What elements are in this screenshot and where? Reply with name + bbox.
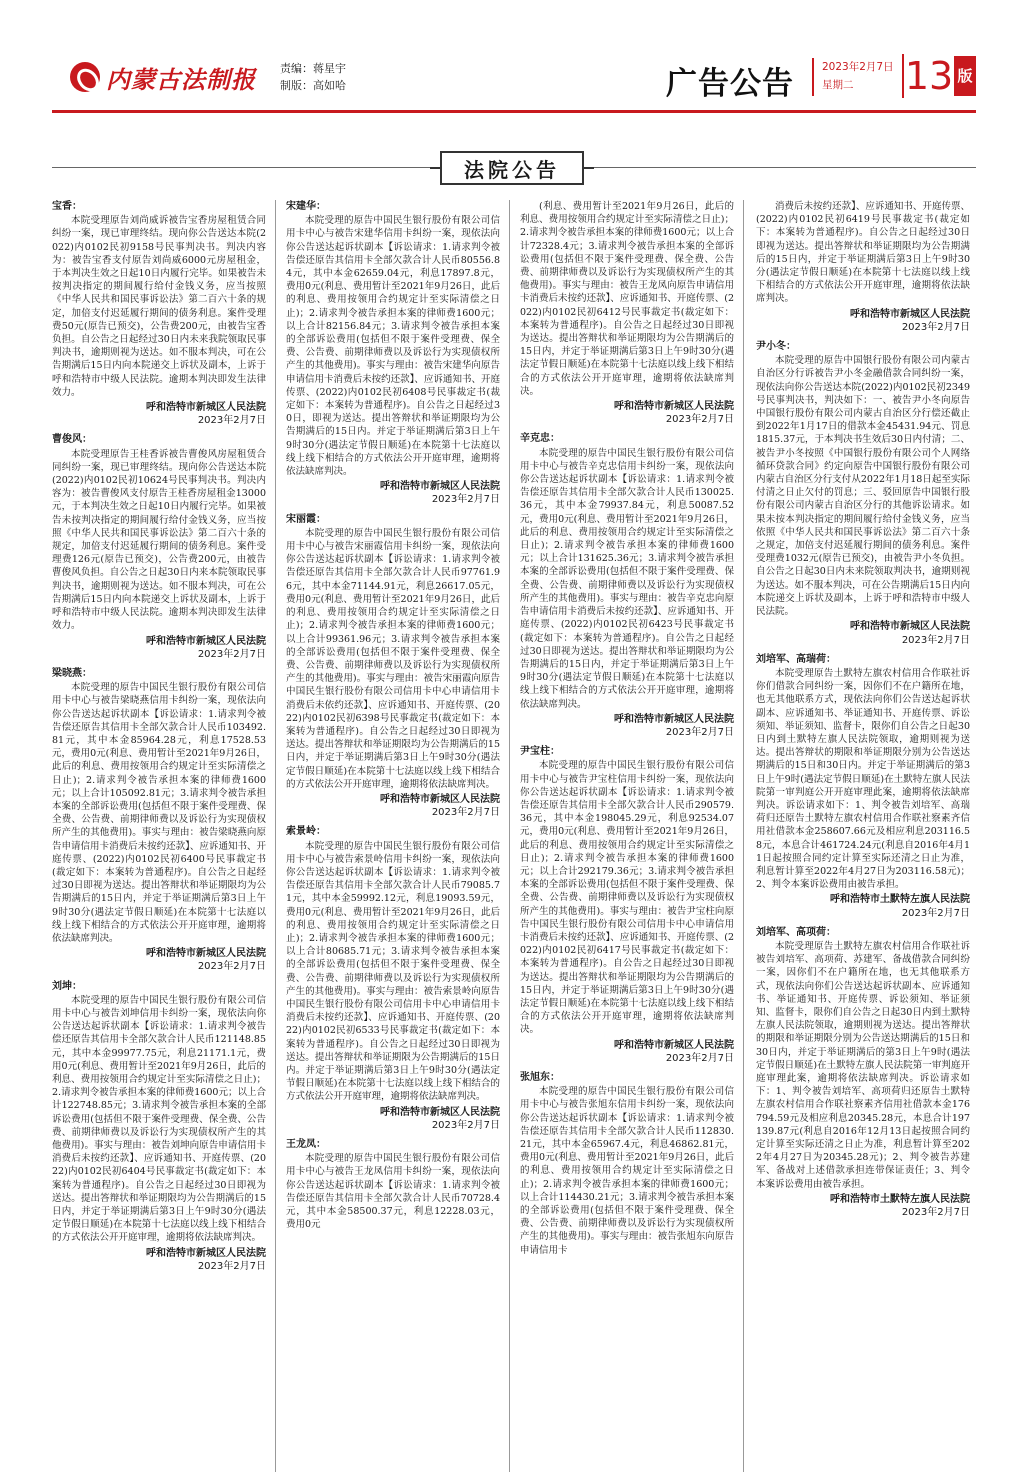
court-notice bbox=[756, 200, 970, 334]
notice-body: 本院受理的原告中国民生银行股份有限公司信用卡中心与被告索景岭信用卡纠纷一案，现依法向你公告送达起诉状副本【诉讼请求：1.请求判令被告偿还原告其信用卡全部欠款合计人民币79085.71元，其中本金59992.12元，利息19093.59元，费用0元(利息、费用暂计至2021年9月26日，此后的利息、费用按领用合约规定计至实际清偿之日止)；2.请求判令被告承担本案的律师费1600元；以上合计80685.71元；3.请求判令被告承担本案的全部诉讼费用(包括但不限于案件受理费、保全费、公告费、前期律师费以及诉讼行为实现债权所产生的其他费用)。事实与理由：被告索景岭向原告中国民生银行股份有限公司信用卡中心申请信用卡消费后未按约还款】、应诉通知书、开庭传票、(2022)内0102民初6533号民事裁定书(裁定如下：本案转为普通程序)。自公告之日起经过30日即视为送达。提出答辩状和举证期限为公告期满后的15日内。并定于举证期满后第3日上午9时30分(遇法定节假日顺延)在本院第十七法庭以线上线下相结合的方式依法公开开庭审理，逾期将依法缺席判决。 bbox=[286, 840, 500, 1103]
notice-court: 呼和浩特市新城区人民法院 bbox=[146, 635, 266, 647]
producer-credit: 制版：高如哈 bbox=[280, 79, 346, 92]
notice-court: 呼和浩特市新城区人民法院 bbox=[850, 308, 970, 320]
notice-column-1 bbox=[52, 200, 266, 1478]
masthead-rule bbox=[52, 110, 976, 113]
banner-line-right bbox=[592, 167, 976, 168]
notice-court: 呼和浩特市新城区人民法院 bbox=[146, 948, 266, 960]
notice-addressee: 宋丽霞： bbox=[286, 513, 326, 525]
notice-addressee: 曹俊风： bbox=[52, 434, 92, 446]
issue-date-box bbox=[812, 58, 900, 96]
court-notice bbox=[520, 1071, 734, 1257]
notice-date: 2023年2月7日 bbox=[431, 807, 500, 819]
notice-addressee: 尹宝柱： bbox=[520, 746, 560, 758]
column-divider bbox=[743, 200, 744, 1472]
notice-body: 本院受理的原告中国民生银行股份有限公司信用卡中心与被告宋丽霞信用卡纠纷一案，现依法向你公告送达起诉状副本【诉讼请求：1.请求判令被告偿还原告其信用卡全部欠款合计人民币97761.96元，其中本金71144.91元，利息26617.05元，费用0元(利息、费用暂计至2021年9月26日，此后的利息、费用按领用合约规定计至实际清偿之日止)；2.请求判令被告承担本案的律师费1600元；以上合计99361.96元；3.请求判令被告承担本案的全部诉讼费用(包括但不限于案件受理费、保全费、公告费、前期律师费以及诉讼行为实现债权所产生的其他费用)。事实与理由：被告宋丽霞向原告中国民生银行股份有限公司信用卡中心申请信用卡消费后未依约还款】、应诉通知书、开庭传票、(2022)内0102民初6398号民事裁定书(裁定如下：本案转为普通程序)。自公告之日起经过30日即视为送达。提出答辩状和举证期限均为公告期满后的15日内，并定于举证期满后第3日上午9时30分(遇法定节假日顺延)在本院第十七法庭以线上线下相结合的方式依法公开开庭审理，逾期将依法缺席判决。 bbox=[286, 527, 500, 790]
notice-body: 本院受理的原告中国民生银行股份有限公司信用卡中心与被告梁晓燕信用卡纠纷一案，现依法向你公告送达起诉状副本【诉讼请求：1.请求判令被告偿还原告其信用卡全部欠款合计人民币103492.81元，其中本金85964.28元，利息17528.53元，费用0元(利息、费用暂计至2021年9月26日，此后的利息、费用按领用合约规定计至实际清偿之日止)；2.请求判令被告承担本案的律师费1600元；以上合计105092.81元；3.请求判令被告承担本案的全部诉讼费用(包括但不限于案件受理费、保全费、公告费、前期律师费以及诉讼行为实现债权所产生的其他费用)。事实与理由：被告梁晓燕向原告申请信用卡消费后未按约还款】、应诉通知书、开庭传票、(2022)内0102民初6400号民事裁定书(裁定如下：本案转为普通程序)。自公告之日起经过30日即视为送达。提出答辩状和举证期限均为公告期满后的15日内，并定于举证期满后第3日上午9时30分(遇法定节假日顺延)在本院第十七法庭以线上线下相结合的方式依法公开开庭审理，逾期将依法缺席判决。 bbox=[52, 682, 266, 944]
notice-addressee: 宝香： bbox=[52, 201, 82, 212]
notice-addressee: 辛克忠： bbox=[520, 433, 560, 445]
court-notice bbox=[520, 745, 734, 1065]
notice-addressee: 索景岭： bbox=[286, 826, 326, 838]
notice-date: 2023年2月7日 bbox=[197, 648, 266, 660]
notice-body: 本院受理原告土默特左旗农村信用合作联社诉被告刘培军、高项荷、苏建军、备战借款合同纠纷一案，因你们不在户籍所在地，也无其他联系方式，现依法向你们公告送达起诉状副本、应诉通知书、举证通知书、开庭传票、诉讼须知、举证须知、监督卡，限你们自公告之日起30日内到土默特左旗人民法院领取，逾期则视为送达。提出答辩状的期限和举证期限分别为公告送达期满后的15日和30日内，并定于举证期满后的第3日上午9时(遇法定节假日顺延)在土默特左旗人民法院第一审判庭开庭审理此案，逾期将依法缺席判决。诉讼请求如下：1、判令被告刘培军、高项荷归还原告土默特左旗农村信用合作联社察素齐信用社借款本金176794.59元及相应利息20345.28元，本息合计197139.87元(利息自2016年12月13日起按照合同约定计算至实际还清之日止为准，利息暂计算至2022年4月27日为20345.28元)；2、判令被告苏建军、备战对上述借款承担连带保证责任；3、判令本案诉讼费用由被告承担。 bbox=[756, 940, 970, 1190]
notice-date: 2023年2月7日 bbox=[901, 634, 970, 646]
banner-title: 法院公告 bbox=[464, 157, 560, 182]
notice-body: 消费后未按约还款】、应诉通知书、开庭传票、(2022)内0102民初6419号民事裁定书(裁定如下：本案转为普通程序)。自公告之日起经过30日即视为送达。提出答辩状和举证期限均为公告期满后的15日内，并定于举证期满后第3日上午9时30分(遇法定节假日顺延)在本院第十七法庭以线上线下相结合的方式依法公开开庭审理，逾期将依法缺席判决。 bbox=[756, 201, 970, 305]
notice-date: 2023年2月7日 bbox=[665, 1052, 734, 1064]
editor-credit: 责编：蒋星宇 bbox=[280, 62, 346, 75]
notice-court: 呼和浩特市新城区人民法院 bbox=[380, 481, 500, 493]
court-notice bbox=[520, 200, 734, 426]
notice-court: 呼和浩特市新城区人民法院 bbox=[614, 713, 734, 725]
notice-body: 本院受理的原告中国民生银行股份有限公司信用卡中心与被告张旭东信用卡纠纷一案，现依法向你公告送达起诉状副本【诉讼请求：1.请求判令被告偿还原告其信用卡全部欠款合计人民币112830.21元，其中本金65967.4元，利息46862.81元，费用0元(利息、费用暂计至2021年9月26日，此后的利息、费用按领用合约规定计至实际清偿之日止)；2.请求判令被告承担本案的律师费1600元；以上合计114430.21元；3.请求判令被告承担本案的全部诉讼费用(包括但不限于案件受理费、保全费、公告费、前期律师费以及诉讼行为实现债权所产生的其他费用)。事实与理由：被告张旭东向原告申请信用卡 bbox=[520, 1086, 734, 1256]
notice-date: 2023年2月7日 bbox=[431, 1119, 500, 1131]
column-divider bbox=[275, 200, 276, 1472]
notice-date: 2023年2月7日 bbox=[197, 1260, 266, 1272]
notice-column-4 bbox=[756, 200, 970, 1478]
notice-body: 本院受理的原告中国民生银行股份有限公司信用卡中心与被告王龙凤信用卡纠纷一案，现依法向你公告送达起诉状副本【诉讼请求：1.请求判令被告偿还原告其信用卡全部欠款合计人民币70728.4元，其中本金58500.37元，利息12228.03元，费用0元 bbox=[286, 1153, 500, 1231]
notice-addressee: 刘坤： bbox=[52, 980, 82, 992]
notice-body: 本院受理的原告中国民生银行股份有限公司信用卡中心与被告宋建华信用卡纠纷一案，现依法向你公告送达起诉状副本【诉讼请求：1.请求判令被告偿还原告其信用卡全部欠款合计人民币80556.84元，其中本金62659.04元，利息17897.8元，费用0元(利息、费用暂计至2021年9月26日，此后的利息、费用按领用合约规定计至实际清偿之日止)；2.请求判令被告承担本案的律师费1600元；以上合计82156.84元；3.请求判令被告承担本案的全部诉讼费用(包括但不限于案件受理费、保全费、公告费、前期律师费以及诉讼行为实现债权所产生的其他费用)。事实与理由：被告宋建华向原告申请信用卡消费后未按约还款】、应诉通知书、开庭传票、(2022)内0102民初6408号民事裁定书(裁定如下：本案转为普通程序)。自公告之日起经过30日，即视为送达。提出答辩状和举证期限均为公告期满后的15日内。并定于举证期满后第3日上午9时30分(遇法定节假日顺延)在本院第十七法庭以线上线下相结合的方式依法公开开庭审理，逾期将依法缺席判决。 bbox=[286, 215, 500, 478]
notice-body: 本院受理原告王桂香诉被告曹俊风房屋租赁合同纠纷一案，现已审理终结。现向你公告送达本院(2022)内0102民初10624号民事判决书。判决内容为：被告曹俊风支付原告王桂香房屋租金13000元，于本判决生效之日起10日内履行完毕。如果被告未按判决指定的期间履行给付金钱义务，应当按照《中华人民共和国民事诉讼法》第二百六十条的规定，加倍支付迟延履行期间的债务利息。案件受理费126元(原告已预交)，公告费200元，由被告曹俊风负担。自公告之日起30日内来本院领取民事判决书，逾期则视为送达。如不服本判决，可在公告期满后15日内向本院递交上诉状及副本，上诉于呼和浩特市中级人民法院。逾期本判决即发生法律效力。 bbox=[52, 448, 266, 632]
notice-court: 呼和浩特市土默特左旗人民法院 bbox=[830, 894, 970, 906]
court-notice bbox=[756, 340, 970, 647]
notice-court: 呼和浩特市土默特左旗人民法院 bbox=[830, 1193, 970, 1205]
court-notice bbox=[286, 1138, 500, 1231]
court-notice bbox=[52, 200, 266, 427]
section-banner bbox=[440, 151, 584, 185]
notice-date: 2023年2月7日 bbox=[665, 414, 734, 426]
notice-court: 呼和浩特市新城区人民法院 bbox=[380, 793, 500, 805]
page-number: 13 bbox=[902, 54, 954, 98]
notice-date: 2023年2月7日 bbox=[197, 415, 266, 427]
notice-addressee: 刘培军、高瑞荷： bbox=[756, 653, 836, 665]
notice-body: 本院受理原告土默特左旗农村信用合作联社诉你们借款合同纠纷一案，因你们不在户籍所在地，也无其他联系方式，现依法向你们公告送达起诉状副本、应诉通知书、举证通知书、开庭传票、诉讼须知、举证须知、监督卡，限你们自公告之日起30日内到土默特左旗人民法院领取，逾期则视为送达。提出答辩状的期限和举证期限分别为公告送达期满后的15日和30日内。并定于举证期满后的第3日上午9时(遇法定节假日顺延)在土默特左旗人民法院第一审判庭公开开庭审理此案，逾期将依法缺席判决。诉讼请求如下：1、判令被告刘培军、高瑞荷归还原告土默特左旗农村信用合作联社察素齐信用社借款本金258607.66元及相应利息203116.58元，本息合计461724.24元(利息自2016年4月11日起按照合同约定计算至实际还清之日止为准，利息暂计算至2022年4月27日为203116.58元)；2、判令本案诉讼费用由被告承担。 bbox=[756, 667, 970, 891]
notice-court: 呼和浩特市新城区人民法院 bbox=[380, 1106, 500, 1118]
issue-date: 2023年2月7日 bbox=[822, 61, 894, 73]
court-notice bbox=[286, 200, 500, 507]
notice-body: 本院受理的原告中国民生银行股份有限公司信用卡中心与被告辛克忠信用卡纠纷一案，现依法向你公告送达起诉状副本【诉讼请求：1.请求判令被告偿还原告其信用卡全部欠款合计人民币130025.36元，其中本金79937.84元，利息50087.52元，费用0元(利息、费用暂计至2021年9月26日，此后的利息、费用按领用合约规定计至实际清偿之日止)；2.请求判令被告承担本案的律师费1600元；以上合计131625.36元；3.请求判令被告承担本案的全部诉讼费用(包括但不限于案件受理费、保全费、公告费、前期律师费以及诉讼行为实现债权所产生的其他费用)。事实与理由：被告辛克忠向原告申请信用卡消费后未按约还款】、应诉通知书、开庭传票、(2022)内0102民初6423号民事裁定书(裁定如下：本案转为普通程序)。自公告之日起经过30日即视为送达。提出答辩状和举证期限均为公告期满后的15日内，并定于举证期满后第3日上午9时30分(遇法定节假日顺延)在本院第十七法庭以线上线下相结合的方式依法公开开庭审理，逾期将依法缺席判决。 bbox=[520, 447, 734, 710]
notice-date: 2023年2月7日 bbox=[901, 907, 970, 919]
notice-date: 2023年2月7日 bbox=[665, 726, 734, 738]
logo-emblem-icon bbox=[70, 62, 100, 92]
page-suffix: 版 bbox=[954, 56, 976, 96]
notice-addressee: 王龙凤： bbox=[286, 1139, 326, 1151]
court-notice bbox=[756, 926, 970, 1219]
logo-text: 内蒙古法制报 bbox=[106, 64, 256, 94]
notice-court: 呼和浩特市新城区人民法院 bbox=[850, 621, 970, 633]
notice-body: 本院受理的原告中国银行股份有限公司内蒙古自治区分行诉被告尹小冬金融借款合同纠纷一案，现依法向你公告送达本院(2022)内0102民初2349号民事判决书，判决如下：一、被告尹小冬向原告中国银行股份有限公司内蒙古自治区分行偿还截止到2022年1月17日的借款本金45431.94元、罚息1815.37元，于本判决书生效后30日内付清；二、被告尹小冬按照《中国银行股份有限公司个人网络循环贷款合同》约定向原告中国银行股份有限公司内蒙古自治区分行支付从2022年1月18日起至实际付清之日止欠付的罚息；三、驳回原告中国银行股份有限公司内蒙古自治区分行的其他诉讼请求。如果未按本判决指定的期间履行给付金钱义务，应当依照《中华人民共和国民事诉讼法》第二百六十条之规定，加倍支付迟延履行期间的债务利息。案件受理费1032元(原告已预交)，由被告尹小冬负担。自公告之日起30日内未来院领取判决书，逾期则视为送达。如不服本判决，可在公告期满后15日内向本院递交上诉状及副本，上诉于呼和浩特市中级人民法院。 bbox=[756, 355, 970, 618]
notice-addressee: 尹小冬： bbox=[756, 341, 796, 353]
notice-court: 呼和浩特市新城区人民法院 bbox=[146, 1247, 266, 1259]
court-notice bbox=[52, 980, 266, 1273]
notice-court: 呼和浩特市新城区人民法院 bbox=[614, 1039, 734, 1051]
notice-body: 本院受理的原告中国民生银行股份有限公司信用卡中心与被告尹宝柱信用卡纠纷一案，现依法向你公告送达起诉状副本【诉讼请求：1.请求判令被告偿还原告其信用卡全部欠款合计人民币290579.36元，其中本金198045.29元，利息92534.07元，费用0元(利息、费用暂计至2021年9月26日，此后的利息、费用按领用合约规定计至实际清偿之日止)；2.请求判令被告承担本案的律师费1600元；以上合计292179.36元；3.请求判令被告承担本案的全部诉讼费用(包括但不限于案件受理费、保全费、公告费、前期律师费以及诉讼行为实现债权所产生的其他费用)。事实与理由：被告尹宝柱向原告中国民生银行股份有限公司信用卡中心申请信用卡消费后未按约还款】、应诉通知书、开庭传票、(2022)内0102民初6417号民事裁定书(裁定如下：本案转为普通程序)。自公告之日起经过30日即视为送达。提出答辩状和举证期限均为公告期满后的15日内，并定于举证期满后第3日上午9时30分(遇法定节假日顺延)在本院第十七法庭以线上线下相结合的方式依法公开开庭审理，逾期将依法缺席判决。 bbox=[520, 760, 734, 1036]
notice-date: 2023年2月7日 bbox=[431, 494, 500, 506]
court-notice bbox=[286, 825, 500, 1132]
court-notice bbox=[756, 653, 970, 920]
banner-line-left bbox=[52, 167, 432, 168]
notice-body: 本院受理原告刘尚威诉被告宝香房屋租赁合同纠纷一案，现已审理终结。现向你公告送达本院(2022)内0102民初9158号民事判决书。判决内容为：被告宝香支付原告刘尚威6000元房屋租金，于本判决生效之日起10日内履行完毕。如果被告未按判决指定的期间履行给付金钱义务，应当按照《中华人民共和国民事诉讼法》第二百六十条的规定，加倍支付迟延履行期间的债务利息。案件受理费50元(原告已预交)，公告费200元，由被告宝香负担。自公告之日起经过30日内未来我院领取民事判决书，逾期则视为送达。如不服本判决，可在公告期满后15日内向本院递交上诉状及副本，上诉于呼和浩特市中级人民法院。逾期本判决即发生法律效力。 bbox=[52, 215, 266, 398]
notice-court: 呼和浩特市新城区人民法院 bbox=[146, 402, 266, 414]
notice-addressee: 张旭东： bbox=[520, 1072, 560, 1083]
court-notice bbox=[286, 513, 500, 820]
notice-column-3 bbox=[520, 200, 734, 1478]
notice-addressee: 宋建华： bbox=[286, 201, 326, 212]
court-notice bbox=[52, 667, 266, 974]
court-notice bbox=[52, 433, 266, 660]
notice-date: 2023年2月7日 bbox=[901, 1207, 970, 1219]
court-notice bbox=[520, 432, 734, 739]
section-title: 广告公告 bbox=[666, 66, 794, 102]
notice-date: 2023年2月7日 bbox=[197, 961, 266, 973]
issue-weekday: 星期二 bbox=[822, 79, 854, 91]
notice-body: (利息、费用暂计至2021年9月26日，此后的利息、费用按领用合约规定计至实际清偿之日止)；2.请求判令被告承担本案的律师费1600元；以上合计72328.4元；3.请求判令被告承担本案的全部诉讼费用(包括但不限于案件受理费、保全费、公告费、前期律师费以及诉讼行为实现债权所产生的其他费用)。事实与理由：被告王龙凤向原告申请信用卡消费后未按约还款】、应诉通知书、开庭传票、(2022)内0102民初6412号民事裁定书(裁定如下：本案转为普通程序)。自公告之日起经过30日即视为送达。提出答辩状和举证期限均为公告期满后的15日内，并定于举证期满后第3日上午9时30分(遇法定节假日顺延)在本院第十七法庭以线上线下相结合的方式依法公开开庭审理，逾期将依法缺席判决。 bbox=[520, 201, 734, 397]
notice-addressee: 梁晓燕： bbox=[52, 667, 92, 679]
editor-credits bbox=[280, 60, 346, 94]
newspaper-logo bbox=[70, 56, 278, 98]
notice-column-2 bbox=[286, 200, 500, 1478]
notice-body: 本院受理的原告中国民生银行股份有限公司信用卡中心与被告刘坤信用卡纠纷一案，现依法向你公告送达起诉状副本【诉讼请求：1.请求判令被告偿还原告其信用卡全部欠款合计人民币121148.85元，其中本金99977.75元，利息21171.1元，费用0元(利息、费用暂计至2021年9月26日，此后的利息、费用按领用合约规定计至实际清偿之日止)；2.请求判令被告承担本案的律师费1600元；以上合计122748.85元；3.请求判令被告承担本案的全部诉讼费用(包括但不限于案件受理费、保全费、公告费、前期律师费以及诉讼行为实现债权所产生的其他费用)。事实与理由：被告刘坤向原告申请信用卡消费后未按约还款】、应诉通知书、开庭传票、(2022)内0102民初6404号民事裁定书(裁定如下：本案转为普通程序)。自公告之日起经过30日即视为送达。提出答辩状和举证期限均为公告期满后的15日内，并定于举证期满后第3日上午9时30分(遇法定节假日顺延)在本院第十七法庭以线上线下相结合的方式依法公开开庭审理，逾期将依法缺席判决。 bbox=[52, 994, 266, 1244]
notice-addressee: 刘培军、高项荷： bbox=[756, 926, 836, 938]
notice-court: 呼和浩特市新城区人民法院 bbox=[614, 401, 734, 413]
masthead bbox=[52, 52, 976, 108]
column-divider bbox=[509, 200, 510, 1472]
notice-date: 2023年2月7日 bbox=[901, 321, 970, 333]
